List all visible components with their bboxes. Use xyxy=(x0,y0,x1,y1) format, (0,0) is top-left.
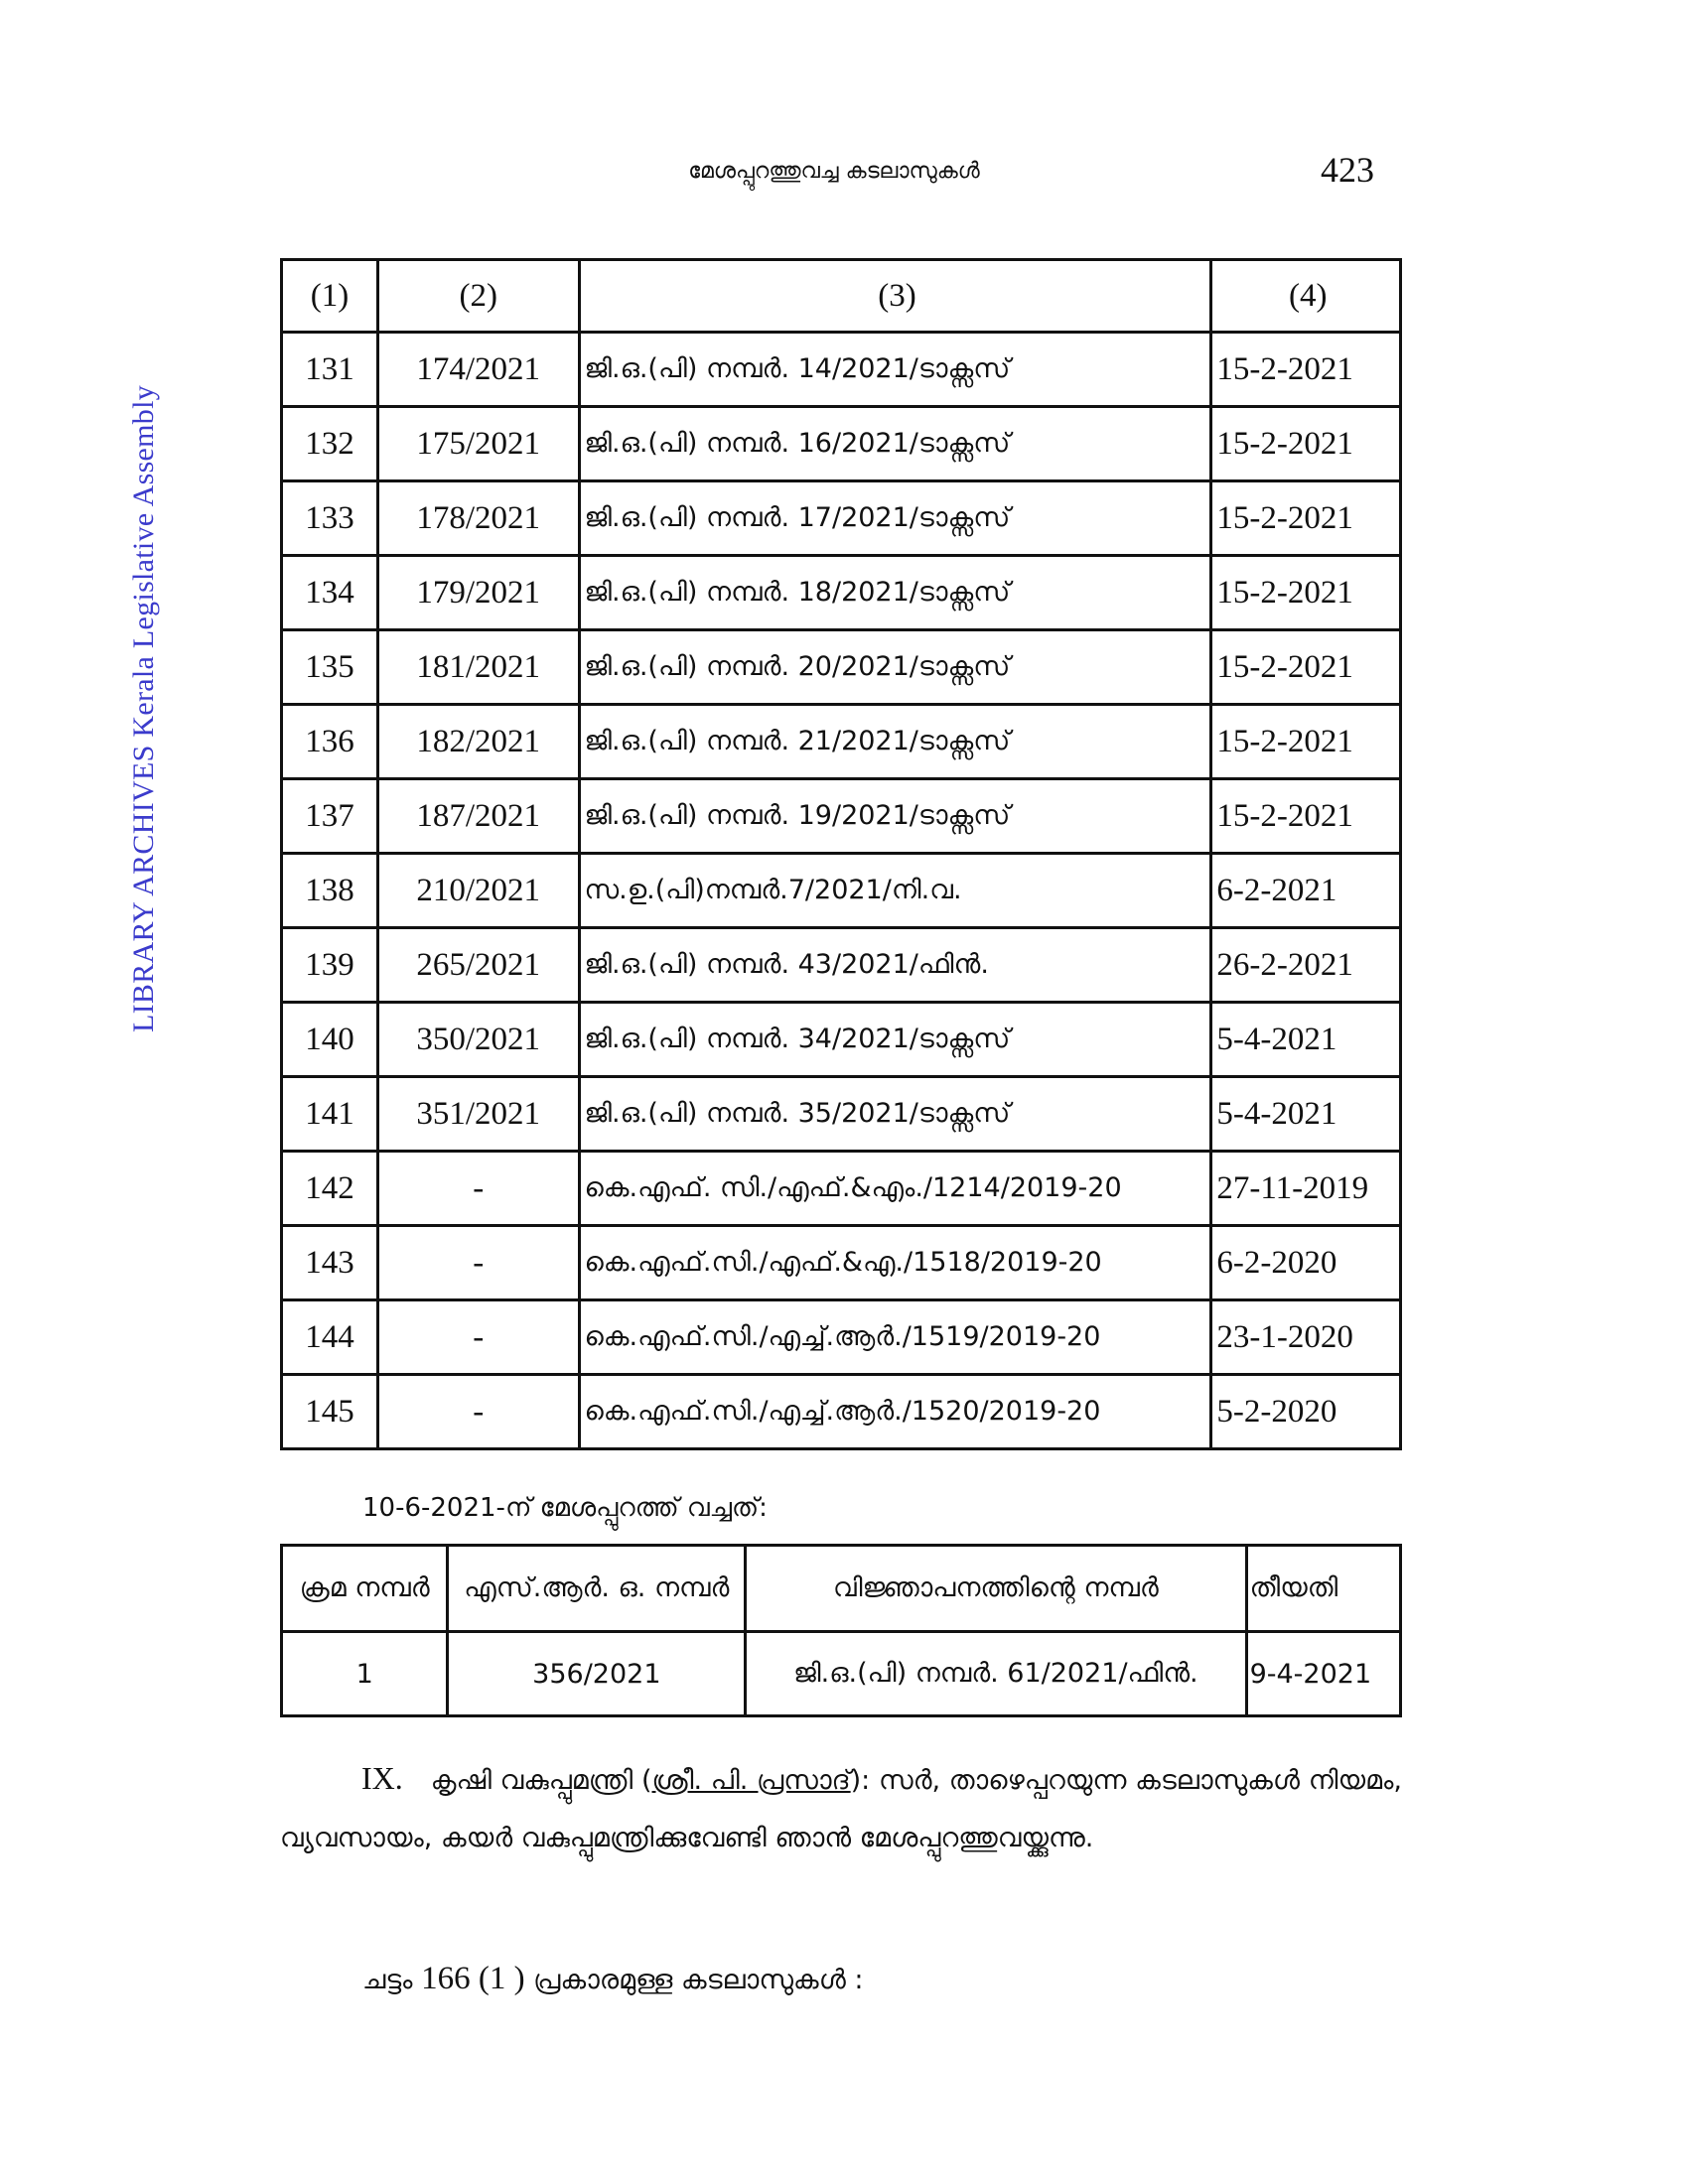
cell-sro: 179/2021 xyxy=(377,556,579,630)
column-header-serial: ക്രമ നമ്പർ xyxy=(282,1546,448,1632)
cell-sro: 182/2021 xyxy=(377,705,579,779)
cell-serial: 139 xyxy=(282,928,378,1003)
cell-sro: - xyxy=(377,1226,579,1300)
rule-number: 166 (1 ) xyxy=(421,1961,525,1996)
cell-notification: ജി.ഒ.(പി) നമ്പർ. 16/2021/ടാക്സസ് xyxy=(579,407,1211,481)
table-row xyxy=(282,1152,1401,1226)
cell-notification: ജി.ഒ.(പി) നമ്പർ. 61/2021/ഫിൻ. xyxy=(746,1632,1246,1716)
column-header-sro: എസ്.ആർ. ഒ. നമ്പർ xyxy=(448,1546,746,1632)
cell-date: 15-2-2021 xyxy=(1211,630,1401,705)
cell-date: 15-2-2021 xyxy=(1211,333,1401,407)
cell-serial: 140 xyxy=(282,1003,378,1077)
table-row xyxy=(282,1003,1401,1077)
cell-notification: സ.ഉ.(പി)നമ്പർ.7/2021/നി.വ. xyxy=(579,854,1211,928)
cell-sro: 178/2021 xyxy=(377,481,579,556)
cell-serial: 132 xyxy=(282,407,378,481)
caption-text: 10-6-2021-ന് മേശപ്പുറത്ത് വച്ചത്: xyxy=(362,1493,768,1523)
table-row xyxy=(282,333,1401,407)
column-header: (1) xyxy=(282,260,378,333)
cell-serial: 141 xyxy=(282,1077,378,1152)
column-header: (2) xyxy=(377,260,579,333)
table-row xyxy=(282,1375,1401,1449)
cell-serial: 142 xyxy=(282,1152,378,1226)
cell-serial: 137 xyxy=(282,779,378,854)
table-row xyxy=(282,1300,1401,1375)
cell-serial: 145 xyxy=(282,1375,378,1449)
cell-sro: - xyxy=(377,1152,579,1226)
column-header-notification: വിജ്ഞാപനത്തിന്റെ നമ്പർ xyxy=(746,1546,1246,1632)
cell-date: 23-1-2020 xyxy=(1211,1300,1401,1375)
page-number: 423 xyxy=(1321,150,1374,190)
cell-serial: 1 xyxy=(282,1632,448,1716)
rule-suffix: പ്രകാരമുള്ള കടലാസുകൾ : xyxy=(533,1965,864,1995)
sro-table xyxy=(280,1544,1402,1717)
cell-serial: 134 xyxy=(282,556,378,630)
cell-sro: 187/2021 xyxy=(377,779,579,854)
cell-sro: 174/2021 xyxy=(377,333,579,407)
table-row xyxy=(282,407,1401,481)
cell-notification: ജി.ഒ.(പി) നമ്പർ. 35/2021/ടാക്സസ് xyxy=(579,1077,1211,1152)
table-row xyxy=(282,1226,1401,1300)
rule-heading xyxy=(362,1961,863,1997)
table-row xyxy=(282,779,1401,854)
speaker-name: ശ്രീ. പി. പ്രസാദ് xyxy=(651,1765,851,1796)
cell-notification: ജി.ഒ.(പി) നമ്പർ. 14/2021/ടാക്സസ് xyxy=(579,333,1211,407)
cell-sro: 181/2021 xyxy=(377,630,579,705)
cell-serial: 133 xyxy=(282,481,378,556)
cell-sro: 210/2021 xyxy=(377,854,579,928)
table-header-row xyxy=(282,260,1401,333)
archive-watermark: LIBRARY ARCHIVES Kerala Legislative Assembly xyxy=(127,384,160,1032)
cell-notification: ജി.ഒ.(പി) നമ്പർ. 20/2021/ടാക്സസ് xyxy=(579,630,1211,705)
cell-date: 9-4-2021 xyxy=(1246,1632,1400,1716)
cell-notification: ജി.ഒ.(പി) നമ്പർ. 17/2021/ടാക്സസ് xyxy=(579,481,1211,556)
column-header: (3) xyxy=(579,260,1211,333)
cell-date: 15-2-2021 xyxy=(1211,705,1401,779)
cell-date: 27-11-2019 xyxy=(1211,1152,1401,1226)
rule-prefix: ചട്ടം xyxy=(362,1965,413,1995)
running-header-title: മേശപ്പുറത്തുവച്ച കടലാസുകൾ xyxy=(688,159,980,184)
cell-notification: ജി.ഒ.(പി) നമ്പർ. 34/2021/ടാക്സസ് xyxy=(579,1003,1211,1077)
cell-sro: - xyxy=(377,1300,579,1375)
minister-paragraph xyxy=(280,1749,1402,1867)
cell-sro: 175/2021 xyxy=(377,407,579,481)
cell-serial: 143 xyxy=(282,1226,378,1300)
cell-serial: 138 xyxy=(282,854,378,928)
table-row xyxy=(282,1077,1401,1152)
cell-notification: ജി.ഒ.(പി) നമ്പർ. 18/2021/ടാക്സസ് xyxy=(579,556,1211,630)
cell-sro: 351/2021 xyxy=(377,1077,579,1152)
table-row xyxy=(282,928,1401,1003)
paragraph-intro: കൃഷി വകുപ്പുമന്ത്രി ( xyxy=(430,1765,652,1796)
cell-serial: 135 xyxy=(282,630,378,705)
cell-notification: ജി.ഒ.(പി) നമ്പർ. 21/2021/ടാക്സസ് xyxy=(579,705,1211,779)
cell-notification: കെ.എഫ്. സി./എഫ്.&എം./1214/2019-20 xyxy=(579,1152,1211,1226)
cell-date: 15-2-2021 xyxy=(1211,481,1401,556)
table-row xyxy=(282,630,1401,705)
cell-date: 15-2-2021 xyxy=(1211,779,1401,854)
cell-notification: ജി.ഒ.(പി) നമ്പർ. 43/2021/ഫിൻ. xyxy=(579,928,1211,1003)
cell-date: 5-2-2020 xyxy=(1211,1375,1401,1449)
cell-sro: 350/2021 xyxy=(377,1003,579,1077)
cell-date: 26-2-2021 xyxy=(1211,928,1401,1003)
cell-date: 15-2-2021 xyxy=(1211,556,1401,630)
cell-sro: 265/2021 xyxy=(377,928,579,1003)
cell-date: 5-4-2021 xyxy=(1211,1077,1401,1152)
cell-notification: കെ.എഫ്.സി./എച്ച്.ആർ./1519/2019-20 xyxy=(579,1300,1211,1375)
table-row xyxy=(282,1632,1401,1716)
table-row xyxy=(282,556,1401,630)
table-row xyxy=(282,481,1401,556)
cell-date: 5-4-2021 xyxy=(1211,1003,1401,1077)
notifications-table xyxy=(280,258,1402,1450)
cell-sro: 356/2021 xyxy=(448,1632,746,1716)
cell-serial: 144 xyxy=(282,1300,378,1375)
table-header-row xyxy=(282,1546,1401,1632)
paragraph-number: IX. xyxy=(361,1760,403,1796)
laid-on-caption xyxy=(362,1487,768,1524)
cell-serial: 131 xyxy=(282,333,378,407)
table-row xyxy=(282,854,1401,928)
cell-sro: - xyxy=(377,1375,579,1449)
cell-notification: കെ.എഫ്.സി./എച്ച്.ആർ./1520/2019-20 xyxy=(579,1375,1211,1449)
cell-serial: 136 xyxy=(282,705,378,779)
cell-notification: കെ.എഫ്.സി./എഫ്.&എ./1518/2019-20 xyxy=(579,1226,1211,1300)
table-row xyxy=(282,705,1401,779)
cell-date: 6-2-2021 xyxy=(1211,854,1401,928)
cell-date: 15-2-2021 xyxy=(1211,407,1401,481)
cell-date: 6-2-2020 xyxy=(1211,1226,1401,1300)
paragraph-body: ): സർ, താഴെപ്പറയുന്ന കടലാസുകൾ നിയമം, വ്യവസായം, കയർ വകുപ്പുമന്ത്രിക്കുവേണ്ടി ഞാൻ മേശപ്പുറത്തുവയ്ക്കുന്നു. xyxy=(280,1765,1402,1853)
column-header: (4) xyxy=(1211,260,1401,333)
column-header-date: തീയതി xyxy=(1246,1546,1400,1632)
cell-notification: ജി.ഒ.(പി) നമ്പർ. 19/2021/ടാക്സസ് xyxy=(579,779,1211,854)
